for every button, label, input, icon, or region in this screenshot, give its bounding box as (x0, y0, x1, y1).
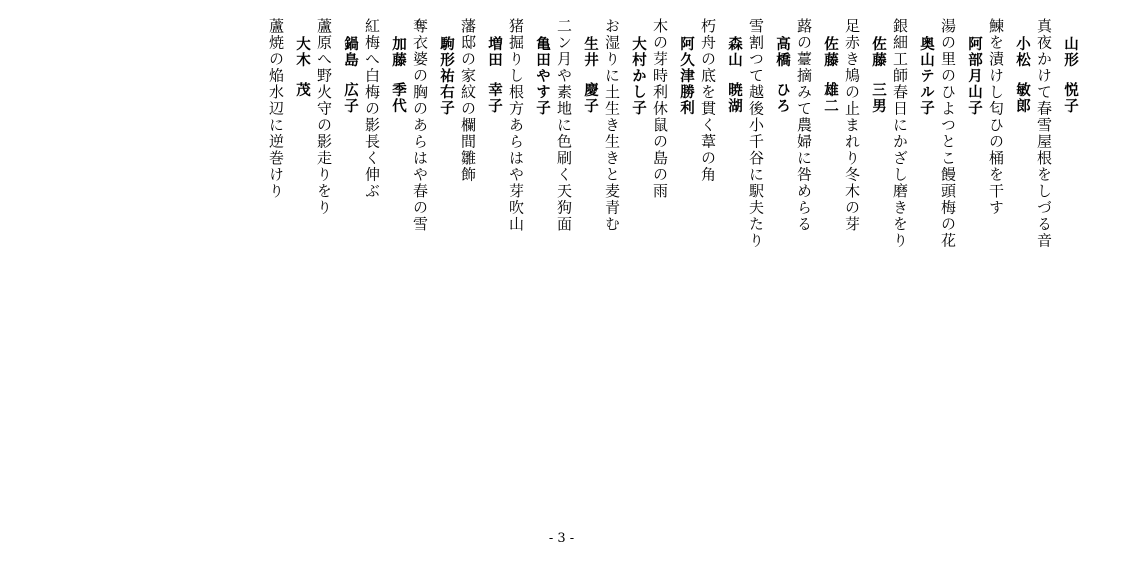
author-name (483, 18, 501, 488)
author-name (1059, 18, 1077, 488)
author-name (819, 18, 837, 488)
author-given-name: ひろ (774, 82, 790, 114)
author-name (387, 18, 405, 488)
author-name (435, 18, 453, 488)
haiku-text: 藩邸の家紋の欄間雛飾 (459, 18, 477, 183)
author-name (1011, 18, 1029, 488)
haiku-text: 二ン月や素地に色刷く天狗面 (555, 18, 573, 233)
author-family-name: 生井 (582, 36, 598, 68)
author-name (291, 18, 309, 488)
author-family-name: 小松 (1014, 36, 1030, 68)
author-name (867, 18, 885, 488)
haiku-entry (985, 18, 1029, 488)
author-given-name: 敏郎 (1014, 82, 1030, 114)
author-family-name: 佐藤 (870, 36, 886, 68)
haiku-text: 蘆原へ野火守の影走りをり (315, 18, 333, 216)
author-name (771, 18, 789, 488)
author-name (723, 18, 741, 488)
haiku-text: 雪割つて越後小千谷に駅夫たり (747, 18, 765, 249)
haiku-columns (265, 18, 1077, 488)
author-given-name: 季代 (390, 82, 406, 114)
author-name (915, 18, 933, 488)
haiku-text: 鰊を漬けし匂ひの桶を干す (987, 18, 1005, 216)
haiku-text: 蘆焼の焔水辺に逆巻けり (267, 18, 285, 200)
haiku-text: 木の芽時利休鼠の島の雨 (651, 18, 669, 200)
haiku-entry (1033, 18, 1077, 488)
author-family-name: 増田 (486, 36, 502, 68)
author-name (579, 18, 597, 488)
haiku-entry (313, 18, 357, 488)
haiku-text: 紅梅へ白梅の影長く伸ぶ (363, 18, 381, 200)
haiku-text: 猪掘りし根方あらはや芽吹山 (507, 18, 525, 233)
author-given-name: 広子 (342, 82, 358, 114)
author-family-name: 加藤 (390, 36, 406, 68)
haiku-entry (553, 18, 597, 488)
haiku-text: 蕗の薹摘みて農婦に咎めらる (795, 18, 813, 233)
author-name (675, 18, 693, 488)
haiku-entry (841, 18, 885, 488)
author-given-name: 悦子 (1062, 82, 1078, 114)
author-family-name: 阿久津勝利 (678, 36, 694, 116)
author-family-name: 阿部月山子 (966, 36, 982, 116)
author-family-name: 大木 (294, 36, 310, 68)
haiku-text: 真夜かけて春雪屋根をしづる音 (1035, 18, 1053, 249)
haiku-entry (649, 18, 693, 488)
haiku-text: お湿りに土生き生きと麦青む (603, 18, 621, 233)
author-family-name: 山形 (1062, 36, 1078, 68)
haiku-entry (745, 18, 789, 488)
author-given-name: 茂 (294, 82, 310, 98)
author-family-name: 駒形祐右子 (438, 36, 454, 116)
author-name (339, 18, 357, 488)
haiku-entry (265, 18, 309, 488)
author-family-name: 亀田やす子 (534, 36, 550, 116)
haiku-text: 奪衣婆の胸のあらはや春の雪 (411, 18, 429, 233)
haiku-entry (889, 18, 933, 488)
haiku-entry (361, 18, 405, 488)
author-given-name: 幸子 (486, 82, 502, 114)
haiku-text: 湯の里のひよつとこ饅頭梅の花 (939, 18, 957, 249)
author-family-name: 奥山テル子 (918, 36, 934, 116)
author-given-name: 三男 (870, 82, 886, 114)
haiku-entry (601, 18, 645, 488)
author-name (963, 18, 981, 488)
author-name (627, 18, 645, 488)
author-family-name: 高橋 (774, 36, 790, 68)
author-given-name: 雄二 (822, 82, 838, 114)
haiku-text: 足赤き鳩の止まれり冬木の芽 (843, 18, 861, 233)
haiku-entry (937, 18, 981, 488)
haiku-entry (457, 18, 501, 488)
page-number: - 3 - (548, 531, 575, 546)
author-given-name: 慶子 (582, 82, 598, 114)
author-given-name: 暁湖 (726, 82, 742, 114)
haiku-entry (793, 18, 837, 488)
author-family-name: 鍋島 (342, 36, 358, 68)
author-family-name: 佐藤 (822, 36, 838, 68)
author-name (531, 18, 549, 488)
haiku-text: 朽舟の底を貫く葦の角 (699, 18, 717, 183)
haiku-entry (409, 18, 453, 488)
haiku-entry (505, 18, 549, 488)
author-family-name: 森山 (726, 36, 742, 68)
haiku-entry (697, 18, 741, 488)
haiku-text: 銀細工師春日にかざし磨きをり (891, 18, 909, 249)
author-family-name: 大村かし子 (630, 36, 646, 116)
